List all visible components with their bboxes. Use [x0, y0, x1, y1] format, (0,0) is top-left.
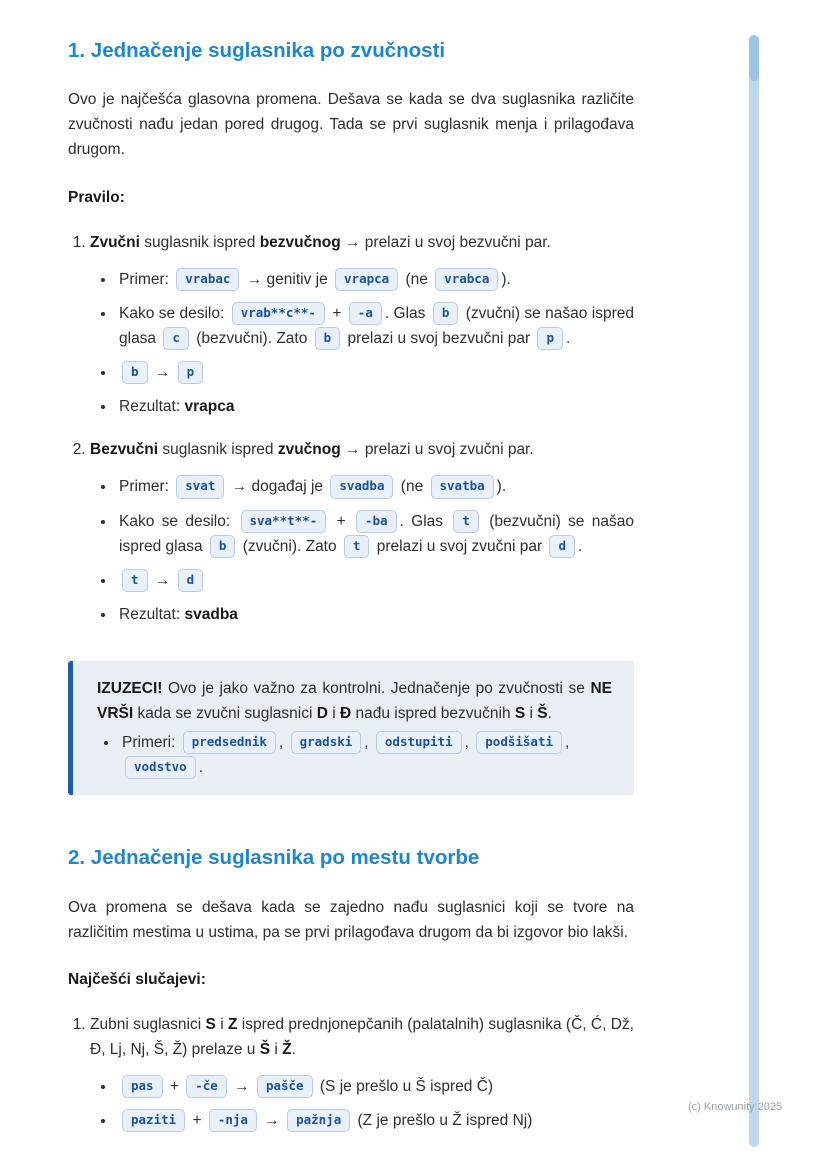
- code-chip: d: [178, 569, 204, 592]
- code-chip: c: [163, 327, 189, 350]
- code-chip: vrabac: [176, 268, 239, 291]
- text-run: ,: [464, 734, 474, 752]
- text-run: prelazi u svoj bezvučni par: [343, 329, 535, 347]
- bold-text: S: [514, 705, 526, 723]
- code-chip: vrab**c**-: [232, 302, 325, 325]
- text-run: Primer:: [119, 270, 174, 288]
- text-run: nađu ispred bezvučnih: [351, 705, 515, 723]
- code-chip: b: [210, 535, 236, 558]
- code-chip: vrapca: [335, 268, 398, 291]
- bold-text: Š: [537, 705, 548, 723]
- text-run: →: [150, 364, 175, 382]
- code-chip: paziti: [122, 1109, 185, 1132]
- bullet-item: [116, 509, 634, 559]
- text-run: .: [291, 1041, 296, 1059]
- text-run: Rezultat:: [119, 605, 185, 623]
- rule-item-voiced: [90, 230, 634, 420]
- text-run: (zvučni). Zato: [238, 537, 341, 555]
- bold-text: Ž: [282, 1041, 292, 1059]
- text-run: suglasnik ispred: [139, 233, 260, 251]
- exceptions-examples: [97, 730, 612, 780]
- rule-item-text: [90, 441, 534, 458]
- text-run: .: [578, 537, 583, 555]
- bullet-item: [116, 568, 634, 593]
- text-run: → prelazi u svoj bezvučni par.: [340, 233, 551, 251]
- code-chip: -nja: [209, 1109, 257, 1132]
- bold-text: zvučnog: [277, 441, 341, 459]
- code-chip: p: [537, 327, 563, 350]
- text-run: Kako se desilo:: [119, 512, 238, 530]
- text-run: suglasnik ispred: [158, 441, 278, 459]
- code-chip: svat: [176, 475, 224, 498]
- code-chip: p: [178, 361, 204, 384]
- text-run: Kako se desilo:: [119, 304, 229, 322]
- text-run: → prelazi u svoj zvučni par.: [340, 441, 534, 459]
- rule-1-examples: [90, 267, 634, 420]
- bold-text: Bezvučni: [90, 441, 159, 459]
- text-run: .: [565, 329, 571, 347]
- bullet-item: [116, 301, 634, 351]
- section-1-heading: 1. Jednačenje suglasnika po zvučnosti: [68, 39, 446, 62]
- text-run: (ne: [401, 270, 433, 288]
- code-chip: sva**t**-: [241, 510, 327, 533]
- bullet-item: [119, 730, 612, 780]
- code-chip: gradski: [291, 731, 362, 754]
- code-chip: b: [122, 361, 148, 384]
- text-run: Primeri:: [122, 734, 180, 752]
- bullet-item: [116, 360, 634, 385]
- document-content: [68, 34, 634, 1151]
- code-chip: svadba: [330, 475, 393, 498]
- text-run: (bezvučni). Zato: [191, 329, 312, 347]
- bold-text: Z: [227, 1015, 238, 1033]
- text-run: .: [198, 759, 203, 777]
- bold-text: NE VRŠI: [97, 679, 612, 723]
- section-2-heading: 2. Jednačenje suglasnika po mestu tvorbe: [68, 846, 480, 870]
- voicing-rules-list: [68, 230, 634, 627]
- text-run: . Glas: [384, 304, 430, 322]
- bold-text: S: [205, 1015, 216, 1033]
- code-chip: d: [549, 535, 575, 558]
- watermark: (c) Knowunity 2025: [688, 1101, 783, 1113]
- section-2-intro: Ova promena se dešava kada se zajedno nađu suglasnici koji se tvore na različitim mestima u ustima, pa se prvi prilagođava drugom da bi izgovor bio lakši.: [68, 898, 634, 941]
- text-run: i: [270, 1041, 283, 1059]
- rule-2-examples: [90, 474, 634, 627]
- bold-text: Š: [259, 1041, 271, 1059]
- text-run: Ovo je jako važno za kontrolni. Jednačenje po zvučnosti se: [162, 679, 591, 697]
- bold-text: vrapca: [184, 398, 235, 416]
- rule-item-text: [90, 1016, 634, 1058]
- text-run: →: [259, 1112, 285, 1130]
- cases-label: Najčešći slučajevi:: [68, 970, 206, 988]
- text-run: prelazi u svoj zvučni par: [372, 537, 547, 555]
- rule-item-voiceless: [90, 437, 634, 627]
- text-run: i: [215, 1015, 228, 1033]
- bullet-item: [116, 394, 634, 419]
- place-rules-list: [68, 1012, 634, 1133]
- code-chip: svatba: [431, 475, 494, 498]
- text-run: i: [525, 705, 538, 723]
- bullet-item: [116, 474, 634, 499]
- text-run: (bezvučni) se našao ispred glasa: [119, 512, 634, 555]
- text-run: +: [327, 304, 346, 322]
- code-chip: predsednik: [183, 731, 276, 754]
- text-run: kada se zvučni suglasnici: [133, 705, 317, 723]
- bold-text: svadba: [184, 605, 238, 623]
- code-chip: b: [433, 302, 459, 325]
- dental-examples: [90, 1074, 634, 1133]
- text-run: →: [150, 571, 175, 589]
- bullet-item: [116, 1108, 634, 1133]
- code-chip: -a: [349, 302, 382, 325]
- code-chip: pažnja: [287, 1109, 350, 1132]
- code-chip: t: [122, 569, 148, 592]
- exceptions-text: [97, 676, 612, 726]
- code-chip: vrabca: [435, 268, 498, 291]
- rule-item-text: [90, 234, 551, 251]
- code-chip: pašče: [257, 1075, 313, 1098]
- text-run: ispred prednjonepčanih (palatalnih) suglasnika (Č, Ć, Dž, Đ, Lj, Nj, Š, Ž) prelaze u: [90, 1015, 634, 1059]
- code-chip: pas: [122, 1075, 163, 1098]
- text-run: ,: [364, 734, 373, 752]
- bullet-item: [116, 1074, 634, 1099]
- bold-text: bezvučnog: [259, 233, 341, 251]
- text-run: →: [229, 1078, 254, 1096]
- code-chip: t: [453, 510, 479, 533]
- text-run: → događaj je: [227, 478, 328, 496]
- code-chip: b: [315, 327, 341, 350]
- text-run: i: [327, 705, 340, 723]
- text-run: ).: [501, 270, 511, 288]
- text-run: +: [329, 512, 353, 530]
- text-run: . Glas: [399, 512, 451, 530]
- text-run: ,: [278, 734, 288, 752]
- bold-text: IZUZECI!: [97, 679, 163, 697]
- code-chip: -ba: [356, 510, 397, 533]
- bold-text: Đ: [339, 705, 352, 723]
- text-run: (Z je prešlo u Ž ispred Nj): [353, 1112, 533, 1130]
- bullet-item: [116, 267, 634, 292]
- rule-item-dental: [90, 1012, 634, 1133]
- exceptions-callout: [68, 661, 634, 795]
- code-chip: -če: [186, 1075, 227, 1098]
- bullet-item: [116, 602, 634, 627]
- bold-text: Zvučni: [90, 233, 140, 251]
- text-run: ).: [496, 478, 507, 496]
- code-chip: t: [344, 535, 370, 558]
- section-1-intro: Ovo je najčešća glasovna promena. Dešava se kada se dva suglasnika različite zvučnosti nađu jedan pored drugog. Tada se prvi suglasnik menja i prilagođava drugom.: [68, 91, 634, 159]
- code-chip: odstupiti: [376, 731, 462, 754]
- text-run: Primer:: [119, 478, 174, 496]
- code-chip: podšišati: [476, 731, 562, 754]
- text-run: (S je prešlo u Š ispred Č): [315, 1078, 494, 1096]
- text-run: +: [165, 1078, 184, 1096]
- text-run: +: [188, 1112, 206, 1130]
- text-run: Rezultat:: [119, 398, 185, 416]
- text-run: ,: [565, 734, 570, 752]
- bold-text: D: [316, 705, 328, 723]
- text-run: (zvučni) se našao ispred glasa: [119, 304, 634, 347]
- text-run: .: [547, 705, 552, 723]
- code-chip: vodstvo: [125, 756, 196, 779]
- scrollbar-thumb[interactable]: [749, 35, 759, 81]
- scrollbar-track[interactable]: [749, 35, 759, 1147]
- text-run: (ne: [396, 478, 428, 496]
- text-run: Zubni suglasnici: [90, 1015, 206, 1033]
- rule-label: Pravilo:: [68, 188, 125, 206]
- text-run: → genitiv je: [242, 270, 333, 288]
